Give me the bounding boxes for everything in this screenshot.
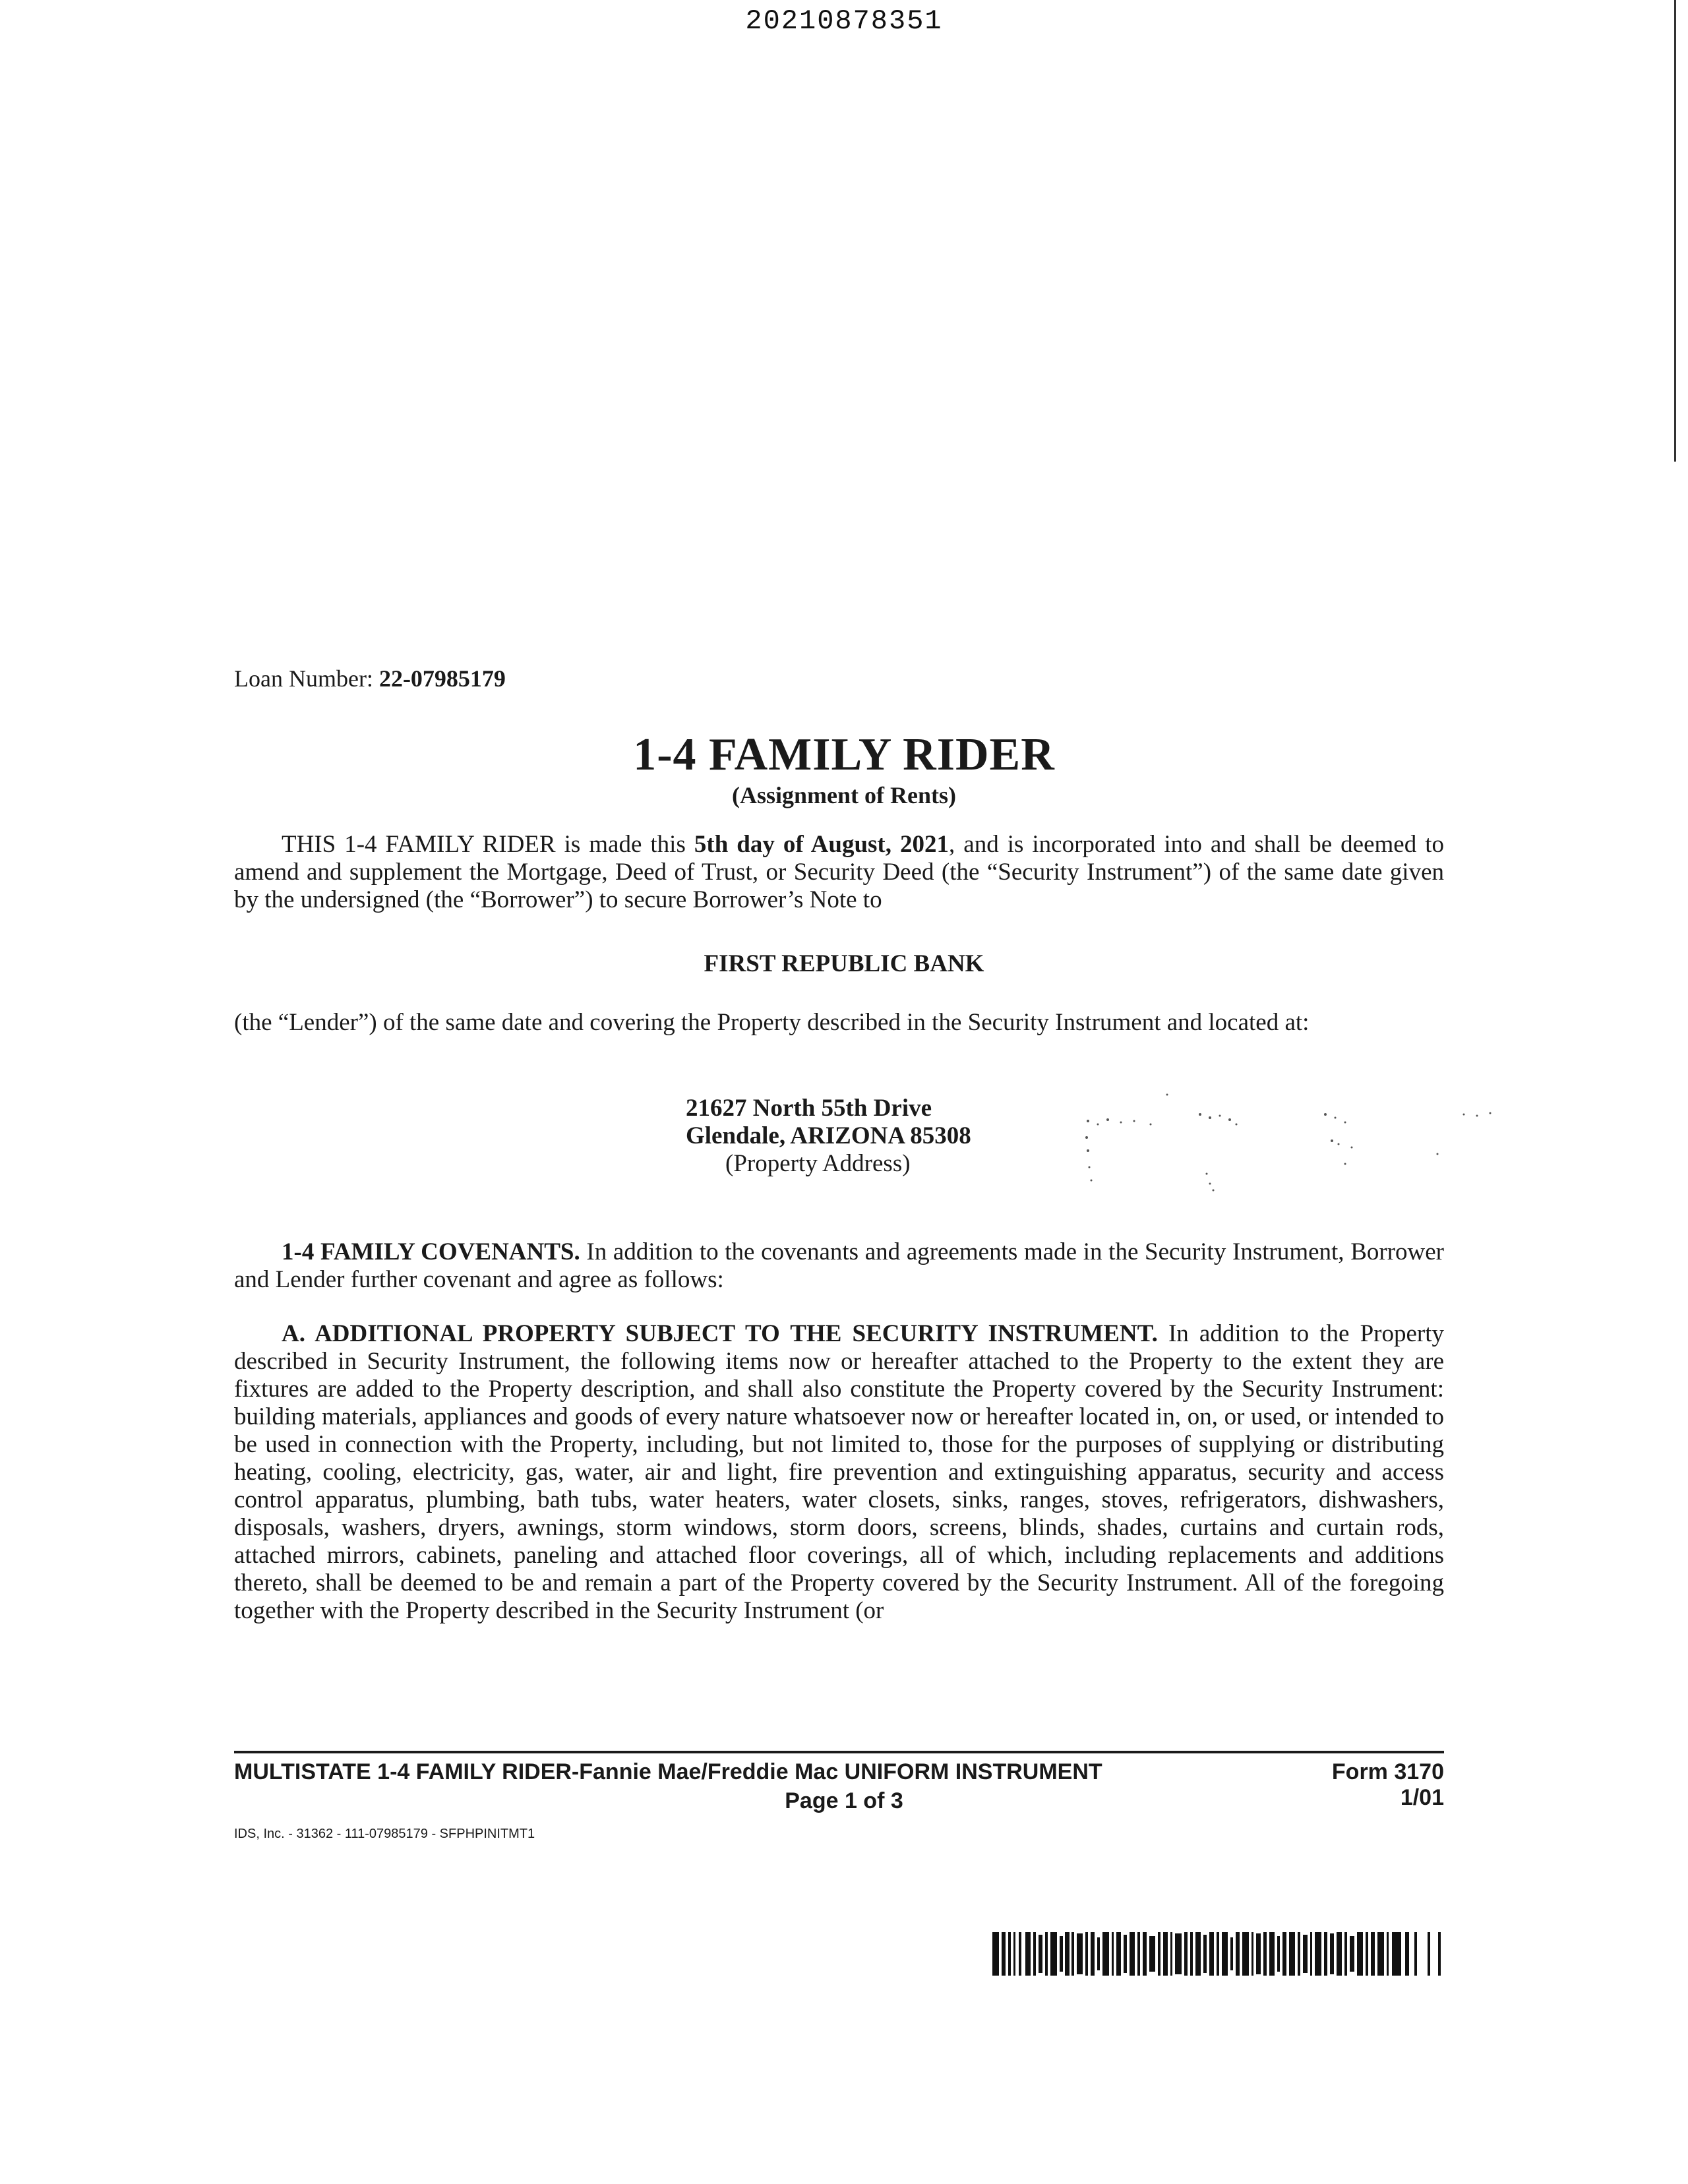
lender-name: FIRST REPUBLIC BANK xyxy=(704,950,984,977)
intro-text-start: THIS 1-4 FAMILY RIDER is made this xyxy=(282,831,694,858)
loan-number-label: Loan Number: xyxy=(234,665,373,692)
footer-ids-code: IDS, Inc. - 31362 - 111-07985179 - SFPHPINITMT1 xyxy=(234,1827,535,1841)
section-a-text: In addition to the Property described in Security Instrument, the following items now or hereafter attached to the Property to the extent they are fixtures are added to the Property description, and shall also constitute the Property covered by the Security Instrument: building materials, appliances and goods of every nature whatsoever now or hereafter located in, on, or used, or intended to be used in connection with the Property, including, but not limited to, those for the purposes of supplying or distributing heating, cooling, electricity, gas, water, air and light, fire prevention and extinguishing apparatus, security and access control apparatus, plumbing, bath tubs, water heaters, water closets, sinks, ranges, stoves, refrigerators, dishwashers, disposals, washers, dryers, awnings, storm windows, storm doors, screens, blinds, shades, curtains and curtain rods, attached mirrors, cabinets, paneling and attached floor coverings, all of which, including replacements and additions thereto, shall be deemed to be and remain a part of the Property covered by the Security Instrument. All of the foregoing together with the Property described in the Security Instrument (or xyxy=(234,1320,1444,1624)
property-address xyxy=(686,1095,971,1178)
document-subtitle: (Assignment of Rents) xyxy=(732,782,956,808)
footer-divider xyxy=(234,1751,1444,1753)
lender-paragraph: (the “Lender”) of the same date and covering the Property described in the Security Instrument and located at: xyxy=(234,1009,1310,1036)
intro-paragraph xyxy=(234,831,1444,914)
scan-edge-line xyxy=(1674,0,1676,462)
intro-text-end: , and is incorporated into and shall be deemed to amend and supplement the Mortgage, Deed of Trust, or Security Deed (the “Security Instrument”) of the same date given by the undersigned (the “Borrower”) to secure Borrower’s Note to xyxy=(234,831,1445,913)
covenants-paragraph xyxy=(234,1238,1444,1294)
recording-number: 20210878351 xyxy=(745,5,943,37)
section-a-paragraph xyxy=(234,1320,1444,1625)
section-a-heading: A. ADDITIONAL PROPERTY SUBJECT TO THE SECURITY INSTRUMENT. xyxy=(282,1320,1158,1347)
footer-page-number: Page 1 of 3 xyxy=(785,1788,903,1813)
footer-form-number: Form 3170 1/01 xyxy=(1331,1759,1444,1810)
loan-number-line xyxy=(234,665,506,692)
address-line-2: Glendale, ARIZONA 85308 xyxy=(686,1122,971,1149)
address-line-1: 21627 North 55th Drive xyxy=(686,1095,932,1122)
intro-date: 5th day of August, 2021 xyxy=(694,831,950,858)
document-title: 1-4 FAMILY RIDER xyxy=(633,729,1055,780)
loan-number-value: 22-07985179 xyxy=(378,665,506,692)
scan-speckle-noise xyxy=(1068,1088,1530,1220)
address-caption: (Property Address) xyxy=(725,1150,911,1177)
covenants-text: In addition to the covenants and agreements made in the Security Instrument, Borrower and Lender further covenant and agree as follows: xyxy=(234,1238,1444,1293)
footer-form-title: MULTISTATE 1-4 FAMILY RIDER-Fannie Mae/Freddie Mac UNIFORM INSTRUMENT xyxy=(234,1759,1102,1784)
covenants-heading: 1-4 FAMILY COVENANTS. xyxy=(282,1238,580,1265)
barcode-image xyxy=(992,1932,1447,1976)
